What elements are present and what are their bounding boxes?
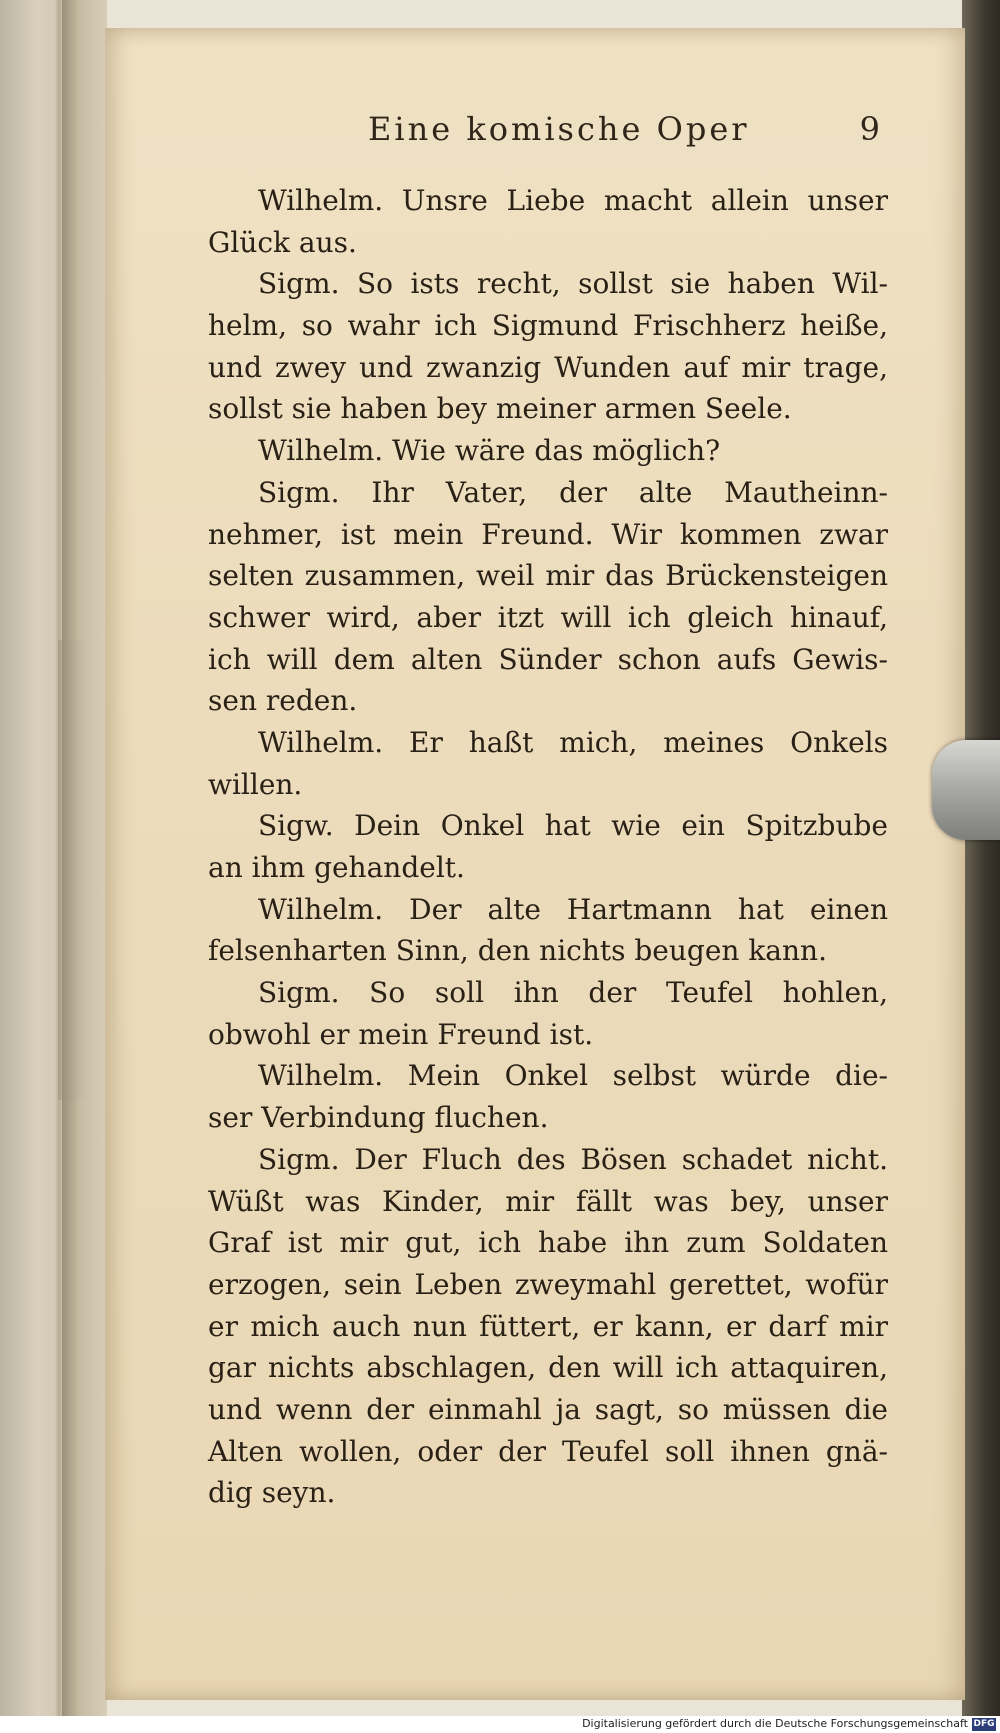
dfg-logo: DFG	[973, 1719, 995, 1729]
text-line: helm, so wahr ich Sigmund Frischherz heiße,	[208, 309, 888, 343]
background-edge	[962, 0, 1000, 1733]
text-line: Sigw. Dein Onkel hat wie ein Spitzbube	[258, 809, 888, 843]
text-line: sen reden.	[208, 684, 358, 718]
text-line: Sigm. So soll ihn der Teufel hohlen,	[258, 976, 888, 1010]
text-line: Alten wollen, oder der Teufel soll ihnen gnä-	[208, 1434, 888, 1468]
text-line: und zwey und zwanzig Wunden auf mir trage,	[208, 350, 888, 384]
text-line: nehmer, ist mein Freund. Wir kommen zwar	[208, 517, 888, 551]
text-line: Wüßt was Kinder, mir fällt was bey, unser	[208, 1184, 888, 1218]
running-title: Eine komische Oper	[368, 110, 750, 148]
digitization-footer	[0, 1716, 1000, 1733]
text-line: Sigm. So ists recht, sollst sie haben Wil-	[258, 267, 888, 301]
text-line: Wilhelm. Mein Onkel selbst würde die-	[258, 1059, 888, 1093]
text-line: Wilhelm. Unsre Liebe macht allein unser	[258, 184, 888, 217]
text-line: er mich auch nun füttert, er kann, er darf mir	[208, 1309, 888, 1343]
text-line: erzogen, sein Leben zweymahl gerettet, wofür	[208, 1267, 888, 1301]
text-line: Glück aus.	[208, 225, 357, 259]
text-line: Graf ist mir gut, ich habe ihn zum Soldaten	[208, 1226, 888, 1260]
text-line: gar nichts abschlagen, den will ich attaquiren,	[208, 1351, 888, 1385]
text-line: Sigm. Ihr Vater, der alte Mautheinn-	[258, 475, 888, 509]
running-header	[263, 110, 883, 150]
text-line: Sigm. Der Fluch des Bösen schadet nicht.	[258, 1142, 888, 1176]
text-line: Wilhelm. Der alte Hartmann hat einen	[258, 892, 888, 926]
text-line: ich will dem alten Sünder schon aufs Gewis-	[208, 642, 888, 676]
page-clip	[932, 740, 1000, 840]
text-line: Wilhelm. Er haßt mich, meines Onkels	[258, 725, 888, 759]
text-line: schwer wird, aber itzt will ich gleich hinauf,	[208, 600, 888, 634]
text-line: willen.	[208, 767, 303, 801]
footer-credit: Digitalisierung gefördert durch die Deutsche Forschungsgemeinschaft	[582, 1717, 968, 1730]
text-line: ser Verbindung fluchen.	[208, 1101, 549, 1135]
text-line: an ihm gehandelt.	[208, 851, 465, 884]
page-number: 9	[859, 110, 883, 148]
text-line: dig seyn.	[208, 1476, 336, 1510]
text-line: selten zusammen, weil mir das Brückensteigen	[208, 559, 888, 593]
binding-thread	[58, 640, 88, 1100]
text-line: felsenharten Sinn, den nichts beugen kann.	[208, 934, 827, 968]
text-line: obwohl er mein Freund ist.	[208, 1017, 594, 1051]
page-text	[208, 180, 888, 1514]
text-line: sollst sie haben bey meiner armen Seele.	[208, 392, 792, 426]
text-line: Wilhelm. Wie wäre das möglich?	[258, 434, 721, 468]
text-line: und wenn der einmahl ja sagt, so müssen die	[208, 1392, 888, 1426]
